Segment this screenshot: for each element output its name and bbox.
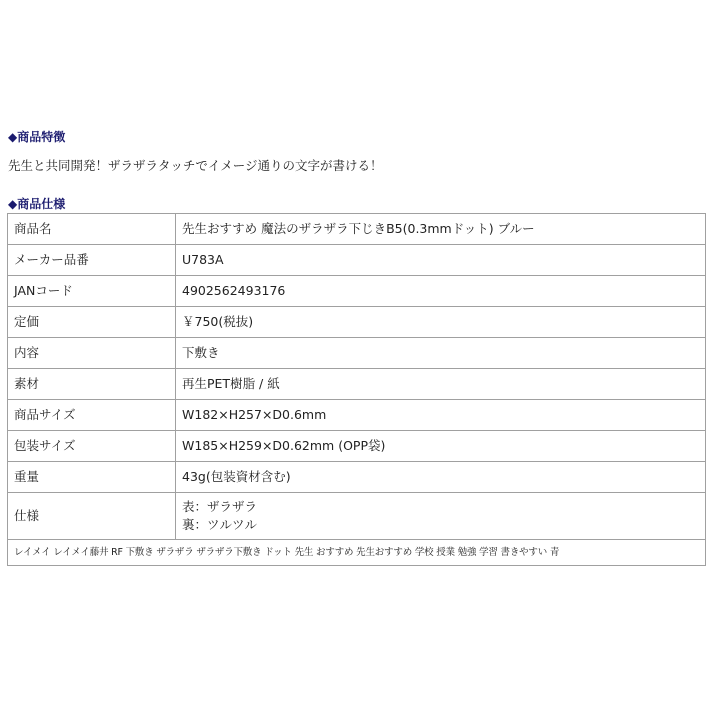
spec-label: 商品名 xyxy=(8,214,176,245)
spec-label: 仕様 xyxy=(8,493,176,540)
spec-value: W185×H259×D0.62mm (OPP袋) xyxy=(176,431,706,462)
spec-table xyxy=(7,213,706,566)
spec-row-weight xyxy=(8,462,706,493)
spec-label: 重量 xyxy=(8,462,176,493)
spec-label: 包装サイズ xyxy=(8,431,176,462)
spec-value: 4902562493176 xyxy=(176,276,706,307)
spec-row-contents xyxy=(8,338,706,369)
spec-value xyxy=(176,493,706,540)
spec-value: 下敷き xyxy=(176,338,706,369)
spec-value: ￥750(税抜) xyxy=(176,307,706,338)
features-heading: ◆商品特徴 xyxy=(8,130,66,144)
spec-row-product-size xyxy=(8,400,706,431)
spec-label: JANコード xyxy=(8,276,176,307)
specs-heading: ◆商品仕様 xyxy=(8,197,66,211)
spec-label: 素材 xyxy=(8,369,176,400)
spec-row-maker-code xyxy=(8,245,706,276)
spec-value: 43g(包装資材含む) xyxy=(176,462,706,493)
spec-value: 先生おすすめ 魔法のザラザラ下じきB5(0.3mmドット) ブルー xyxy=(176,214,706,245)
spec-row-package-size xyxy=(8,431,706,462)
spec-row-material xyxy=(8,369,706,400)
spec-label: 商品サイズ xyxy=(8,400,176,431)
keywords-text: レイメイ レイメイ藤井 RF 下敷き ザラザラ ザラザラ下敷き ドット 先生 おすすめ 先生おすすめ 学校 授業 勉強 学習 書きやすい 青 xyxy=(8,540,706,566)
spec-front-surface: 表：ザラザラ xyxy=(182,499,258,514)
spec-label: メーカー品番 xyxy=(8,245,176,276)
spec-back-surface: 裏：ツルツル xyxy=(182,517,258,532)
spec-row-specification xyxy=(8,493,706,540)
spec-row-keywords xyxy=(8,540,706,566)
spec-value: W182×H257×D0.6mm xyxy=(176,400,706,431)
spec-row-product-name xyxy=(8,214,706,245)
spec-label: 定価 xyxy=(8,307,176,338)
spec-value: U783A xyxy=(176,245,706,276)
spec-label: 内容 xyxy=(8,338,176,369)
spec-row-jan-code xyxy=(8,276,706,307)
spec-value: 再生PET樹脂 / 紙 xyxy=(176,369,706,400)
spec-row-price xyxy=(8,307,706,338)
features-text: 先生と共同開発！ザラザラタッチでイメージ通りの文字が書ける！ xyxy=(8,158,383,173)
